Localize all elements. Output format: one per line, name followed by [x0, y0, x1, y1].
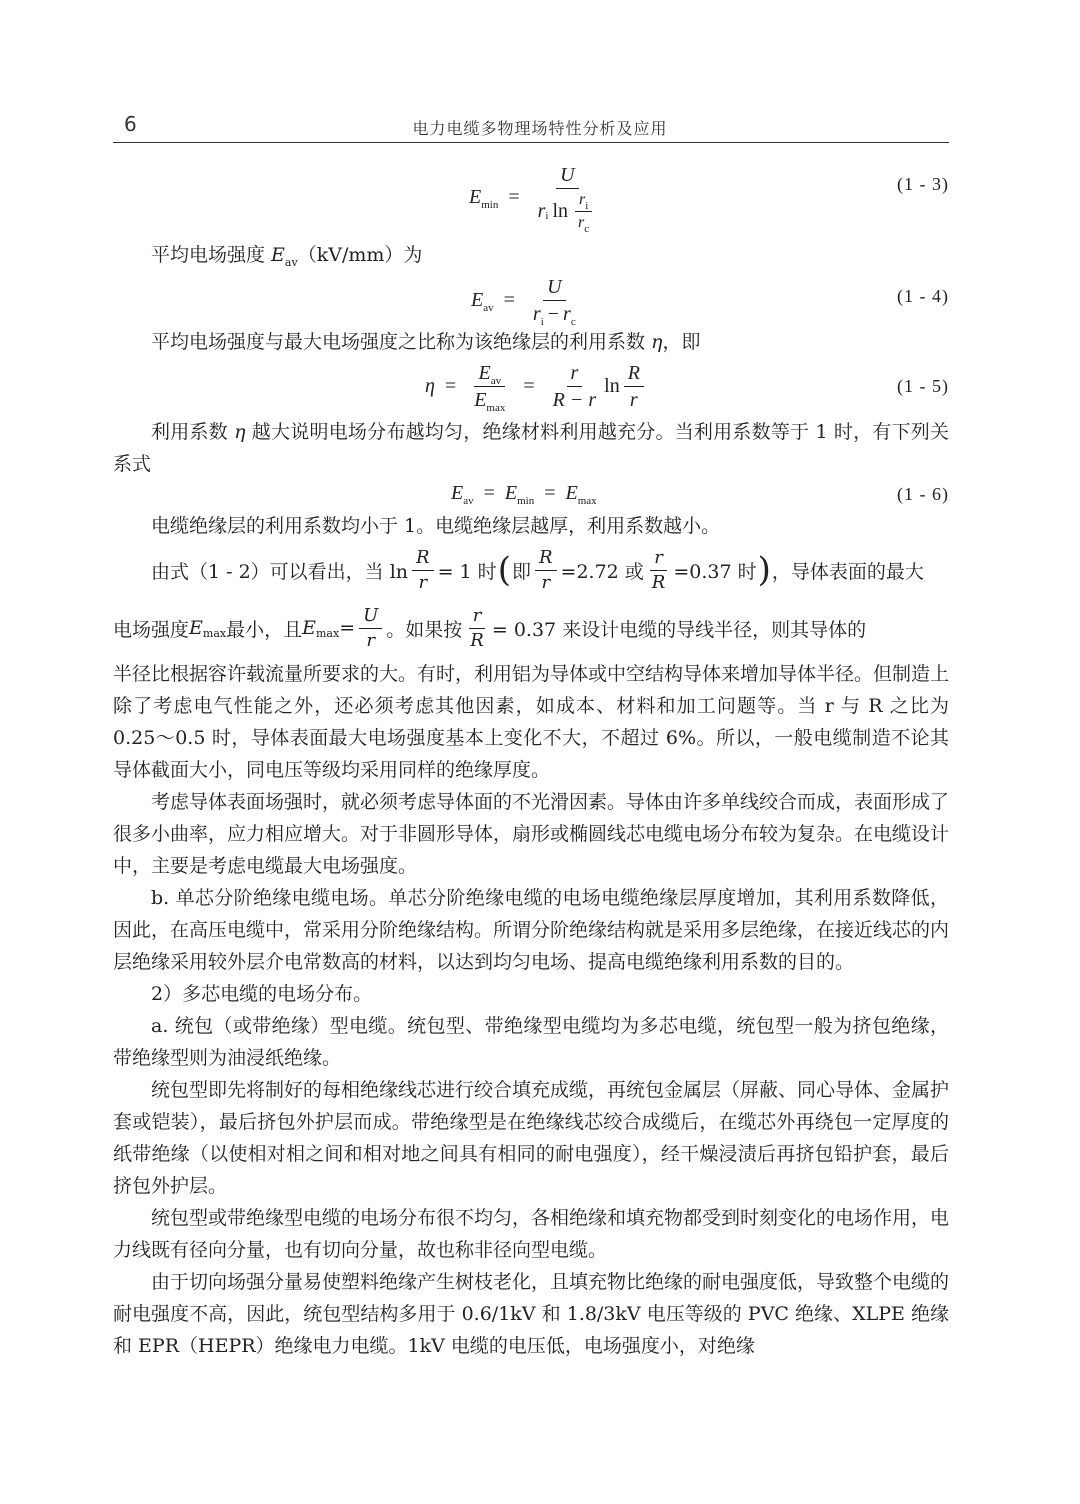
paragraph: 半径比根据容许载流量所要求的大。有时，利用铝为导体或中空结构导体来增加导体半径。但制造上除了考虑电气性能之外，还必须考虑其他因素，如成本、材料和加工问题等。当 r 与 R 之比为 0.25～0.5 时，导体表面最大电场强度基本上变化不大，不超过 6%。所以，一般电缆制造不论其导体截面大小，同电压等级均采用同样的绝缘厚度。 — [113, 663, 950, 781]
paragraph: 2）多芯电缆的电场分布。 — [151, 983, 373, 1005]
paragraph-inline-math: 由式（1 - 2）可以看出，当 ln $\frac{R}{r}$ = 1 时 ( 即 $\frac{R}{r}$ =2.72 或 $\frac{r}{R}$ =0.37 时 ) ，导体表面的最大 — [151, 546, 924, 593]
paragraph: b. 单芯分阶绝缘电缆电场。单芯分阶绝缘电缆的电场电缆绝缘层厚度增加，其利用系数降低，因此，在高压电缆中，常采用分阶绝缘结构。所谓分阶绝缘结构就是采用多层绝缘，在接近线芯的内层绝缘采用较外层介电常数高的材料，以达到均匀电场、提高电缆绝缘利用系数的目的。 — [113, 887, 950, 973]
equation-tag: (1 - 5) — [897, 376, 949, 396]
equation-1-3: $E_{min}$ = U r i ln $\frac{r_i}{r_c}$ (1 - 3) — [469, 164, 949, 235]
paragraph: a. 统包（或带绝缘）型电缆。统包型、带绝缘型电缆均为多芯电缆，统包型一般为挤包绝缘，带绝缘型则为油浸纸绝缘。 — [113, 1015, 949, 1069]
paragraph: 统包型即先将制好的每相绝缘线芯进行绞合填充成缆，再统包金属层（屏蔽、同心导体、金属护套或铠装），最后挤包外护层而成。带绝缘型是在绝缘线芯绞合成缆后，在缆芯外再绕包一定厚度的纸带绝缘（以使相对相之间和相对地之间具有相同的耐电强度），经干燥浸渍后再挤包铅护套，最后挤包外护层。 — [113, 1079, 950, 1197]
paragraph: 考虑导体表面场强时，就必须考虑导体面的不光滑因素。导体由许多单线绞合而成，表面形成了很多小曲率，应力相应增大。对于非圆形导体，扇形或椭圆线芯电缆电场分布较为复杂。在电缆设计中，主要是考虑电缆最大电场强度。 — [113, 791, 950, 877]
equation-tag: (1 - 4) — [897, 286, 949, 306]
paragraph: 电缆绝缘层的利用系数均小于 1。电缆绝缘层越厚，利用系数越小。 — [151, 515, 721, 537]
body-text — [113, 658, 949, 1362]
paragraph: 统包型或带绝缘型电缆的电场分布很不均匀，各相绝缘和填充物都受到时刻变化的电场作用，电力线既有径向分量，也有切向分量，故也称非径向型电缆。 — [113, 1207, 950, 1261]
paragraph-inline-math: 电场强度 E max 最小，且 E max = $\frac{U}{r}$ 。如果按 $\frac{r}{R}$ = 0.37 来设计电缆的导线半径，则其导体的 — [113, 604, 867, 651]
paragraph: 平均电场强度 $E_{av}(kV/mm)$为 — [151, 244, 423, 269]
running-title: 电力电缆多物理场特性分析及应用 — [412, 119, 668, 138]
eq-lhs: $E_{min}$ — [469, 186, 499, 212]
equation-tag: (1 - 6) — [897, 484, 949, 504]
paragraph: 平均电场强度与最大电场强度之比称为该绝缘层的利用系数 η，即 — [151, 331, 701, 353]
equation-1-6: $E_{av}$ = $E_{min}$ = $E_{max}$ (1 - 6) — [451, 482, 949, 507]
paragraph: 由于切向场强分量易使塑料绝缘产生树枝老化，且填充物比绝缘的耐电强度低，导致整个电缆的耐电强度不高，因此，统包型结构多用于 0.6/1kV 和 1.8/3kV 电压等级的 PVC 绝缘、XLPE 绝缘和 EPR（HEPR）绝缘电力电缆。1kV 电缆的电压低，电场强度小，对绝缘 — [113, 1271, 950, 1357]
paragraph: 利用系数 η 越大说明电场分布越均匀，绝缘材料利用越充分。当利用系数等于 1 时，有下列关系式 — [113, 421, 949, 475]
equation-1-5: η = $\frac{E_{av}}{E_{max}}$ = $\frac{r}{R - r}$ ln $\frac{R}{r}$ (1 - 5) — [425, 362, 949, 414]
equation-tag: (1 - 3) — [897, 174, 949, 194]
header-rule — [113, 142, 949, 143]
page-number: 6 — [124, 112, 137, 136]
equation-1-4: $E_{av}$ = $\frac{U}{r_i - r_c}$ (1 - 4) — [471, 276, 949, 328]
eq-fraction: U r i ln $\frac{r_i}{r_c}$ — [534, 164, 602, 231]
